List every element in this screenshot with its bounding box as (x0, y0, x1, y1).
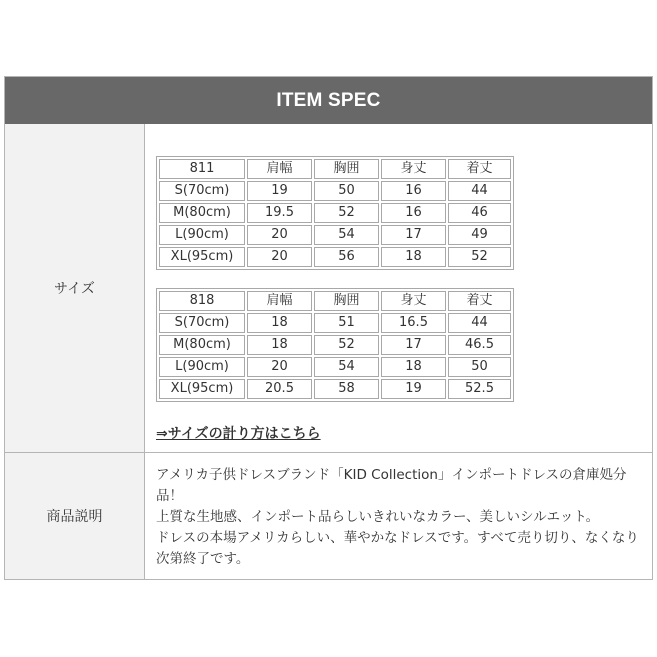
size-table-value-cell: 54 (314, 357, 379, 377)
size-table-row (159, 225, 511, 245)
size-table-value-cell: 44 (448, 181, 511, 201)
size-table-header-cell: 818 (159, 291, 245, 311)
size-table-value-cell: 20 (247, 357, 312, 377)
size-table-value-cell: 18 (381, 247, 446, 267)
size-table-value-cell: 50 (448, 357, 511, 377)
size-table-row (159, 181, 511, 201)
size-table-value-cell: 56 (314, 247, 379, 267)
size-table-size-cell: M(80cm) (159, 335, 245, 355)
size-table-header-cell: 肩幅 (247, 159, 312, 179)
size-table-value-cell: 18 (381, 357, 446, 377)
size-table-value-cell: 18 (247, 335, 312, 355)
size-table-size-cell: M(80cm) (159, 203, 245, 223)
size-table-value-cell: 19 (247, 181, 312, 201)
size-label: サイズ (54, 281, 95, 297)
size-table-value-cell: 54 (314, 225, 379, 245)
size-table-value-cell: 20 (247, 225, 312, 245)
size-table-value-cell: 20.5 (247, 379, 312, 399)
description-row (5, 452, 652, 579)
item-spec-panel (4, 76, 653, 580)
size-table-value-cell: 19.5 (247, 203, 312, 223)
size-table-size-cell: L(90cm) (159, 357, 245, 377)
size-table-value-cell: 46.5 (448, 335, 511, 355)
size-table-size-cell: L(90cm) (159, 225, 245, 245)
size-table-value-cell: 51 (314, 313, 379, 333)
size-table-value-cell: 16 (381, 181, 446, 201)
size-table-header-row (159, 291, 511, 311)
size-table-row (159, 247, 511, 267)
size-table-header-cell: 着丈 (448, 159, 511, 179)
description-content (145, 453, 652, 579)
size-measure-link[interactable]: ⇒サイズの計り方はこちら (156, 426, 321, 442)
size-content (145, 124, 652, 452)
size-table-size-cell: S(70cm) (159, 313, 245, 333)
size-table-header-cell: 811 (159, 159, 245, 179)
size-table-size-cell: XL(95cm) (159, 247, 245, 267)
size-table-value-cell: 16.5 (381, 313, 446, 333)
size-table-header-cell: 胸囲 (314, 159, 379, 179)
description-line: ドレスの本場アメリカらしい、華やかなドレスです。すべて売り切り、なくなり次第終了です。 (156, 530, 639, 567)
size-table-size-cell: S(70cm) (159, 181, 245, 201)
description-line: 上質な生地感、インポート品らしいきれいなカラー、美しいシルエット。 (156, 509, 600, 525)
size-table-value-cell: 52 (448, 247, 511, 267)
size-table-value-cell: 44 (448, 313, 511, 333)
size-table-value-cell: 58 (314, 379, 379, 399)
size-table-811 (156, 156, 514, 270)
size-table-row (159, 313, 511, 333)
size-table-value-cell: 18 (247, 313, 312, 333)
size-table-row (159, 335, 511, 355)
size-table-row (159, 379, 511, 399)
size-table-row (159, 357, 511, 377)
item-spec-header (5, 77, 652, 124)
item-spec-title: ITEM SPEC (276, 89, 381, 111)
size-table-size-cell: XL(95cm) (159, 379, 245, 399)
size-label-cell (5, 124, 145, 452)
size-table-header-cell: 身丈 (381, 291, 446, 311)
size-table-value-cell: 17 (381, 335, 446, 355)
size-table-row (159, 203, 511, 223)
size-table-header-cell: 肩幅 (247, 291, 312, 311)
size-table-value-cell: 49 (448, 225, 511, 245)
size-table-value-cell: 46 (448, 203, 511, 223)
size-table-value-cell: 52 (314, 203, 379, 223)
size-table-818 (156, 288, 514, 402)
size-table-value-cell: 52 (314, 335, 379, 355)
size-table-value-cell: 16 (381, 203, 446, 223)
size-row (5, 124, 652, 452)
description-label-cell (5, 453, 145, 579)
size-table-value-cell: 19 (381, 379, 446, 399)
size-table-value-cell: 50 (314, 181, 379, 201)
size-table-header-cell: 着丈 (448, 291, 511, 311)
size-table-header-cell: 身丈 (381, 159, 446, 179)
description-label: 商品説明 (46, 509, 103, 525)
size-table-value-cell: 20 (247, 247, 312, 267)
size-table-value-cell: 52.5 (448, 379, 511, 399)
size-table-header-cell: 胸囲 (314, 291, 379, 311)
size-table-header-row (159, 159, 511, 179)
description-line: アメリカ子供ドレスブランド「KID Collection」インポートドレスの倉庫処分品！ (156, 467, 627, 504)
size-table-value-cell: 17 (381, 225, 446, 245)
